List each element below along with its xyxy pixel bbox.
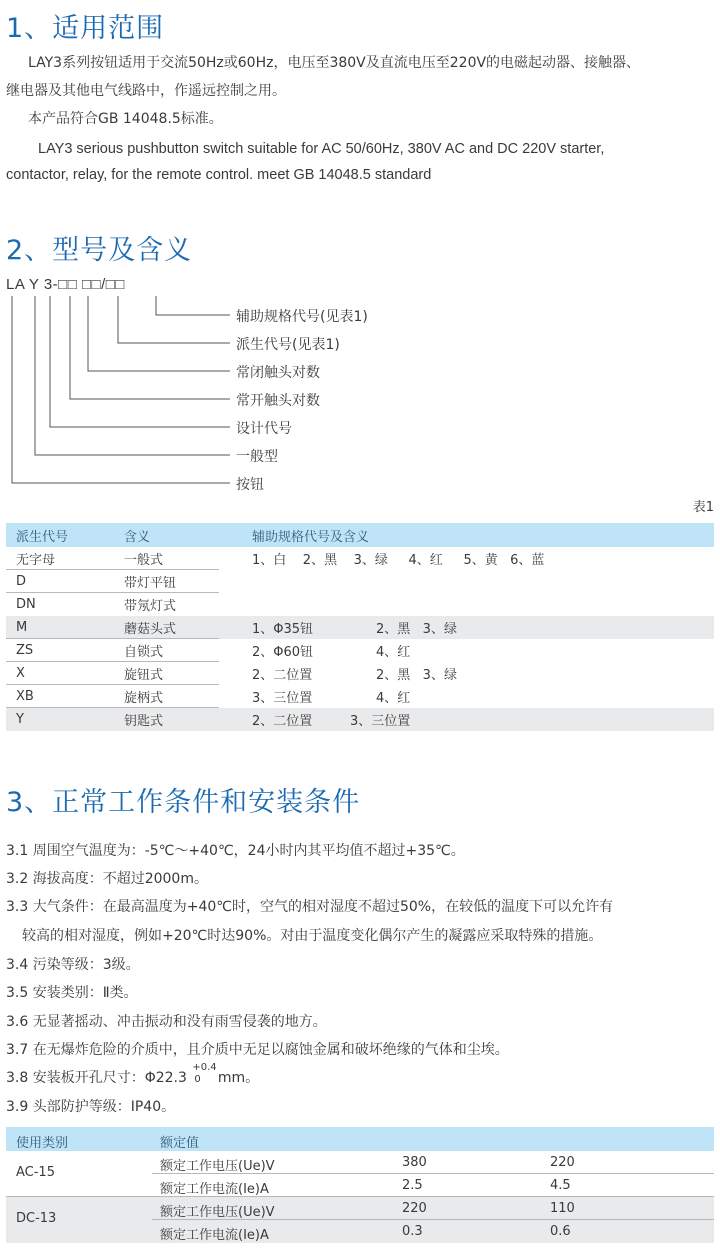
table2-header-rated: 额定值: [160, 1136, 200, 1151]
row-code: XB: [16, 689, 34, 704]
condition-3-7: 3.7 在无爆炸危险的介质中，且介质中无足以腐蚀金属和破坏绝缘的气体和尘埃。: [6, 1042, 509, 1058]
table2: [6, 1127, 714, 1243]
category-label: DC-13: [16, 1211, 57, 1226]
condition-3-4: 3.4 污染等级：3级。: [6, 957, 140, 973]
hole-unit: mm。: [217, 1070, 260, 1086]
condition-3-3-cont: 较高的相对湿度，例如+20℃时达90%。对由于温度变化偶尔产生的凝露应采取特殊的措施。: [22, 928, 603, 944]
label-button: 按钮: [236, 477, 264, 493]
hole-size-text: 3.8 安装板开孔尺寸：Φ22.3: [6, 1070, 187, 1086]
label-no-contacts: 常开触头对数: [236, 393, 320, 409]
row-code: D: [16, 574, 27, 589]
table-row: [152, 1220, 714, 1243]
label-derived-code: 派生代号(见表1): [236, 337, 340, 353]
row-meaning: 钥匙式: [124, 714, 164, 729]
table-row: [6, 570, 714, 593]
table-row: [152, 1174, 714, 1197]
table-row: [6, 708, 714, 731]
model-code: LA Y 3-□□ □□/□□: [6, 276, 125, 293]
label-design-code: 设计代号: [236, 421, 292, 437]
row-spec-2: 2、黑 3、绿: [376, 668, 457, 683]
rated-value-2: 0.6: [550, 1224, 571, 1239]
rated-name: 额定工作电流(Ie)A: [160, 1228, 269, 1243]
row-meaning: 一般式: [124, 553, 164, 568]
condition-3-5: 3.5 安装类别：Ⅱ类。: [6, 985, 138, 1001]
rated-value-2: 4.5: [550, 1178, 571, 1193]
row-meaning: 带灯平钮: [124, 576, 177, 591]
condition-3-1: 3.1 周围空气温度为：-5℃～+40℃，24小时内其平均值不超过+35℃。: [6, 843, 465, 859]
row-spec: 1、白 2、黑 3、绿 4、红 5、黄 6、蓝: [252, 553, 545, 568]
row-spec-2: 4、红: [376, 691, 411, 706]
row-spec: 2、二位置: [252, 668, 313, 683]
standard-text: 本产品符合GB 14048.5标准。: [28, 111, 223, 127]
row-code: ZS: [16, 643, 34, 658]
english-text-line2: contactor, relay, for the remote control. meet GB 14048.5 standard: [6, 167, 432, 183]
row-code: M: [16, 620, 28, 635]
section3-heading: 3、正常工作条件和安装条件: [6, 787, 361, 818]
english-text-line1: LAY3 serious pushbutton switch suitable for AC 50/60Hz, 380V AC and DC 220V starter,: [38, 141, 605, 157]
row-meaning: 旋钮式: [124, 668, 164, 683]
rated-value-2: 220: [550, 1155, 575, 1170]
condition-3-3: 3.3 大气条件：在最高温度为+40℃时，空气的相对湿度不超过50%，在较低的温度下可以允许有: [6, 899, 614, 915]
tolerance-upper: +0.4: [192, 1062, 217, 1073]
table2-group-dc13: [6, 1197, 714, 1243]
row-spec-2: 4、红: [376, 645, 411, 660]
row-meaning: 旋柄式: [124, 691, 164, 706]
table1-header-meaning: 含义: [124, 529, 151, 545]
row-meaning: 带氖灯式: [124, 599, 177, 614]
table1-note: 表1: [692, 500, 714, 515]
table2-header-category: 使用类别: [16, 1136, 69, 1151]
section1-heading: 1、适用范围: [6, 13, 165, 44]
row-code: 无字母: [16, 553, 56, 568]
rated-value-1: 2.5: [402, 1178, 423, 1193]
row-code: X: [16, 666, 25, 681]
condition-3-9: 3.9 头部防护等级：IP40。: [6, 1099, 176, 1115]
label-general-type: 一般型: [236, 449, 278, 465]
rated-value-1: 380: [402, 1155, 427, 1170]
condition-3-6: 3.6 无显著摇动、冲击振动和没有雨雪侵袭的地方。: [6, 1014, 327, 1030]
condition-3-8: [6, 1062, 260, 1087]
table2-group-ac15: [6, 1151, 714, 1197]
rated-value-1: 220: [402, 1201, 427, 1216]
table1-header-code: 派生代号: [16, 529, 69, 545]
row-spec: 1、Φ35钮: [252, 622, 314, 637]
table-row: [6, 662, 714, 685]
row-code: Y: [16, 712, 24, 727]
rated-name: 额定工作电压(Ue)V: [160, 1205, 275, 1220]
row-meaning: 自锁式: [124, 645, 164, 660]
row-spec: 3、三位置: [252, 691, 313, 706]
table-row: [6, 547, 714, 570]
tolerance-lower: 0: [194, 1074, 201, 1085]
section2-heading: 2、型号及含义: [6, 235, 193, 266]
row-spec-2: 3、三位置: [350, 714, 411, 729]
table1-header-spec: 辅助规格代号及含义: [252, 529, 370, 545]
model-diagram-lines: [0, 292, 240, 492]
rated-value-1: 0.3: [402, 1224, 423, 1239]
table-row: [6, 593, 714, 616]
table-row: [6, 685, 714, 708]
table-row: [152, 1151, 714, 1174]
table-row: [6, 616, 714, 639]
table-row: [152, 1197, 714, 1220]
condition-3-2: 3.2 海拔高度：不超过2000m。: [6, 871, 208, 887]
table1-header: [6, 523, 714, 547]
scope-text-line2: 继电器及其他电气线路中，作遥远控制之用。: [6, 83, 286, 99]
label-nc-contacts: 常闭触头对数: [236, 365, 320, 381]
category-label: AC-15: [16, 1165, 55, 1180]
row-meaning: 蘑菇头式: [124, 622, 177, 637]
row-code: DN: [16, 597, 36, 612]
scope-text-line1: LAY3系列按钮适用于交流50Hz或60Hz，电压至380V及直流电压至220V的电磁起动器、接触器、: [28, 55, 641, 71]
table1: [6, 523, 714, 731]
row-spec: 2、二位置: [252, 714, 313, 729]
row-spec-2: 2、黑 3、绿: [376, 622, 457, 637]
label-aux-spec: 辅助规格代号(见表1): [236, 309, 368, 325]
rated-value-2: 110: [550, 1201, 575, 1216]
hole-tolerance: [191, 1062, 217, 1085]
rated-name: 额定工作电流(Ie)A: [160, 1182, 269, 1197]
row-spec: 2、Φ60钮: [252, 645, 314, 660]
rated-name: 额定工作电压(Ue)V: [160, 1159, 275, 1174]
table-row: [6, 639, 714, 662]
table2-header: [6, 1127, 714, 1151]
